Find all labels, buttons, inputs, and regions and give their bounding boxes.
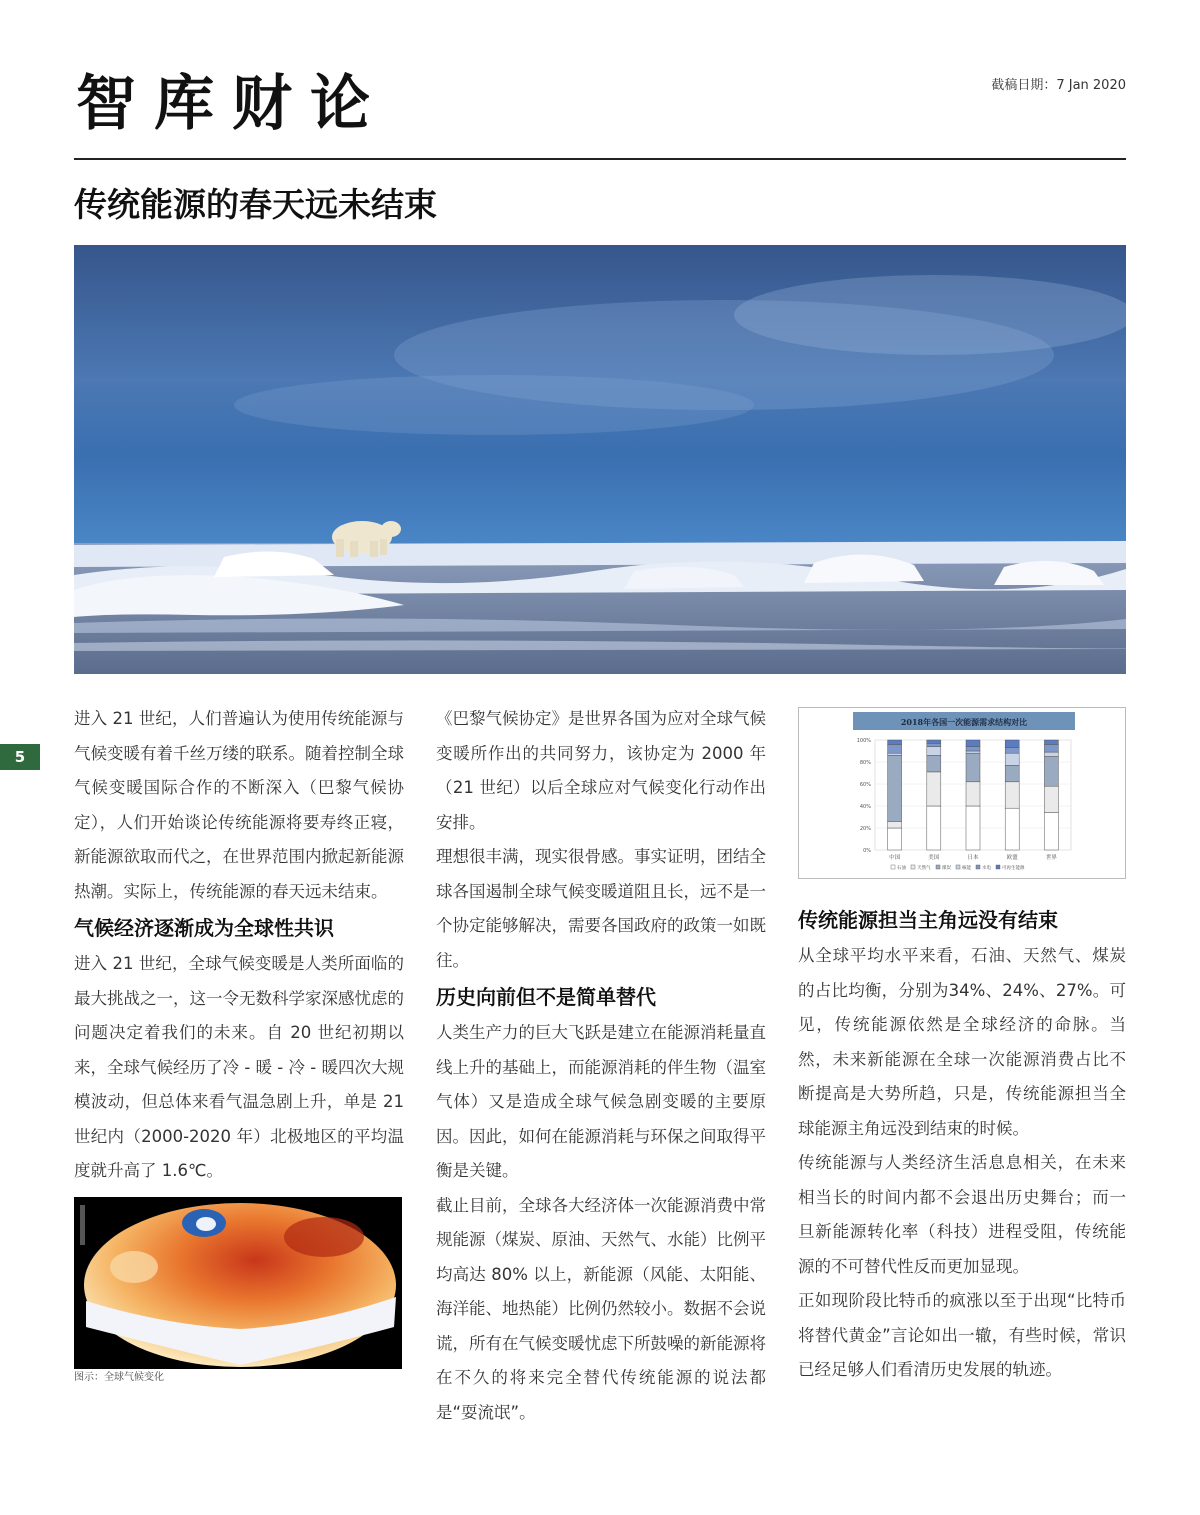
legend-label: 天然气 (917, 866, 931, 871)
page-number-tab: 5 (0, 744, 40, 770)
bar-segment (966, 782, 980, 806)
bar-segment (927, 806, 941, 850)
y-tick-label: 60% (859, 782, 871, 788)
legend-swatch (956, 865, 960, 869)
bar-segment (966, 753, 980, 782)
global-temperature-map (74, 1197, 402, 1369)
bar-segment (1005, 740, 1019, 748)
bar-segment (888, 755, 902, 821)
bar-segment (1005, 748, 1019, 754)
bar-segment (1005, 782, 1019, 808)
x-tick-label: 美国 (928, 855, 940, 861)
hero-photo-polar-bear (74, 245, 1126, 674)
article-column-2 (436, 702, 766, 1430)
bar-segment (966, 806, 980, 850)
article-column-1 (74, 702, 404, 1385)
bar-segment (927, 740, 941, 743)
bar-segment (1044, 813, 1058, 850)
issue-date: 截稿日期：7 Jan 2020 (991, 78, 1126, 93)
legend-label: 核能 (962, 866, 971, 871)
bar-segment (1044, 757, 1058, 787)
article-headline: 传统能源的春天远未结束 (74, 185, 437, 224)
bar-segment (927, 743, 941, 746)
global-average-paragraph: 从全球平均水平来看，石油、天然气、煤炭的占比均衡，分别为34%、24%、27%。可见，传统能源依然是全球经济的命脉。当然，未来新能源在全球一次能源消费占比不断提高是大势所趋，只是，传统能源担当全球能源主角远没到结束的时候。 (798, 946, 1126, 1138)
y-tick-label: 20% (859, 826, 871, 832)
bar-segment (888, 753, 902, 755)
legend-swatch (891, 865, 895, 869)
legend-label: 可再生能源 (1002, 866, 1025, 871)
legend-swatch (911, 865, 915, 869)
paris-agreement-paragraph: 《巴黎气候协定》是世界各国为应对全球气候变暖所作出的共同努力，该协定为 2000 年（21 世纪）以后全球应对气候变化行动作出安排。 (436, 709, 766, 832)
legend-swatch (936, 865, 940, 869)
bar-segment (927, 747, 941, 756)
legend-swatch (996, 865, 1000, 869)
legend-label: 水电 (982, 866, 991, 871)
productivity-paragraph: 人类生产力的巨大飞跃是建立在能源消耗量直线上升的基础上，而能源消耗的伴生物（温室气体）又是造成全球气候急剧变暖的主要原因。因此，如何在能源消耗与环保之间取得平衡是关键。 (436, 1023, 766, 1180)
y-tick-label: 0% (863, 848, 871, 854)
bar-segment (927, 755, 941, 772)
energy-structure-chart (798, 707, 1126, 879)
chart-title: 2018年各国一次能源需求结构对比 (900, 717, 1028, 727)
reality-paragraph: 理想很丰满，现实很骨感。事实证明，团结全球各国遏制全球气候变暖道阻且长，远不是一个协定能够解决，需要各国政府的政策一如既往。 (436, 847, 766, 970)
masthead-title: 智库财论 (76, 69, 388, 139)
section-heading-climate-economy: 气候经济逐渐成为全球性共识 (74, 916, 334, 940)
bar-segment (1005, 753, 1019, 765)
irreplaceable-paragraph: 传统能源与人类经济生活息息相关，在未来相当长的时间内都不会退出历史舞台；而一旦新能源转化率（科技）进程受阻，传统能源的不可替代性反而更加显现。 (798, 1153, 1126, 1276)
bar-segment (966, 747, 980, 751)
bar-segment (888, 740, 902, 744)
climate-paragraph: 进入 21 世纪，全球气候变暖是人类所面临的最大挑战之一，这一令无数科学家深感忧虑的问题决定着我们的未来。自 20 世纪初期以来，全球气候经历了冷 - 暖 - 冷 - 暖四次大规模波动，但总体来看气温急剧上升，单是 21 世纪内（2000-2020 年）北极地区的平均温度就升高了 1.6℃。 (74, 954, 404, 1180)
energy-share-paragraph: 截止目前，全球各大经济体一次能源消费中常规能源（煤炭、原油、天然气、水能）比例平均高达 80% 以上，新能源（风能、太阳能、海洋能、地热能）比例仍然较小。数据不会说谎，所有在气候变暖忧虑下所鼓噪的新能源将在不久的将来完全替代传统能源的说法都是“耍流氓”。 (436, 1195, 766, 1422)
legend-swatch (976, 865, 980, 869)
bar-segment (1044, 744, 1058, 752)
bar-segment (888, 744, 902, 753)
x-tick-label: 中国 (889, 855, 901, 861)
bar-segment (1044, 740, 1058, 744)
bar-segment (1005, 808, 1019, 850)
y-tick-label: 40% (859, 804, 871, 810)
bar-segment (1044, 786, 1058, 812)
section-heading-traditional-energy: 传统能源担当主角远没有结束 (798, 908, 1058, 932)
y-tick-label: 100% (856, 738, 871, 744)
section-heading-history: 历史向前但不是简单替代 (436, 985, 656, 1009)
bar-segment (1005, 765, 1019, 782)
x-tick-label: 欧盟 (1006, 855, 1018, 861)
x-tick-label: 日本 (967, 855, 979, 861)
bar-segment (966, 751, 980, 753)
bar-segment (966, 740, 980, 747)
x-tick-label: 世界 (1045, 855, 1057, 861)
map-caption: 图示：全球气候变化 (74, 1371, 164, 1383)
bar-segment (888, 821, 902, 828)
header-rule (74, 158, 1126, 160)
article-column-3 (798, 702, 1126, 1388)
bar-segment (888, 828, 902, 850)
bar-segment (927, 772, 941, 806)
bar-segment (1044, 752, 1058, 756)
bitcoin-paragraph: 正如现阶段比特币的疯涨以至于出现“比特币将替代黄金”言论如出一辙，有些时候，常识已经足够人们看清历史发展的轨迹。 (798, 1291, 1126, 1379)
legend-label: 石油 (897, 866, 906, 871)
y-tick-label: 80% (859, 760, 871, 766)
intro-paragraph: 进入 21 世纪，人们普遍认为使用传统能源与气候变暖有着千丝万缕的联系。随着控制全球气候变暖国际合作的不断深入（巴黎气候协定），人们开始谈论传统能源将要寿终正寝，新能源欲取而代之，在世界范围内掀起新能源热潮。实际上，传统能源的春天远未结束。 (74, 709, 404, 901)
legend-label: 煤炭 (942, 866, 951, 871)
